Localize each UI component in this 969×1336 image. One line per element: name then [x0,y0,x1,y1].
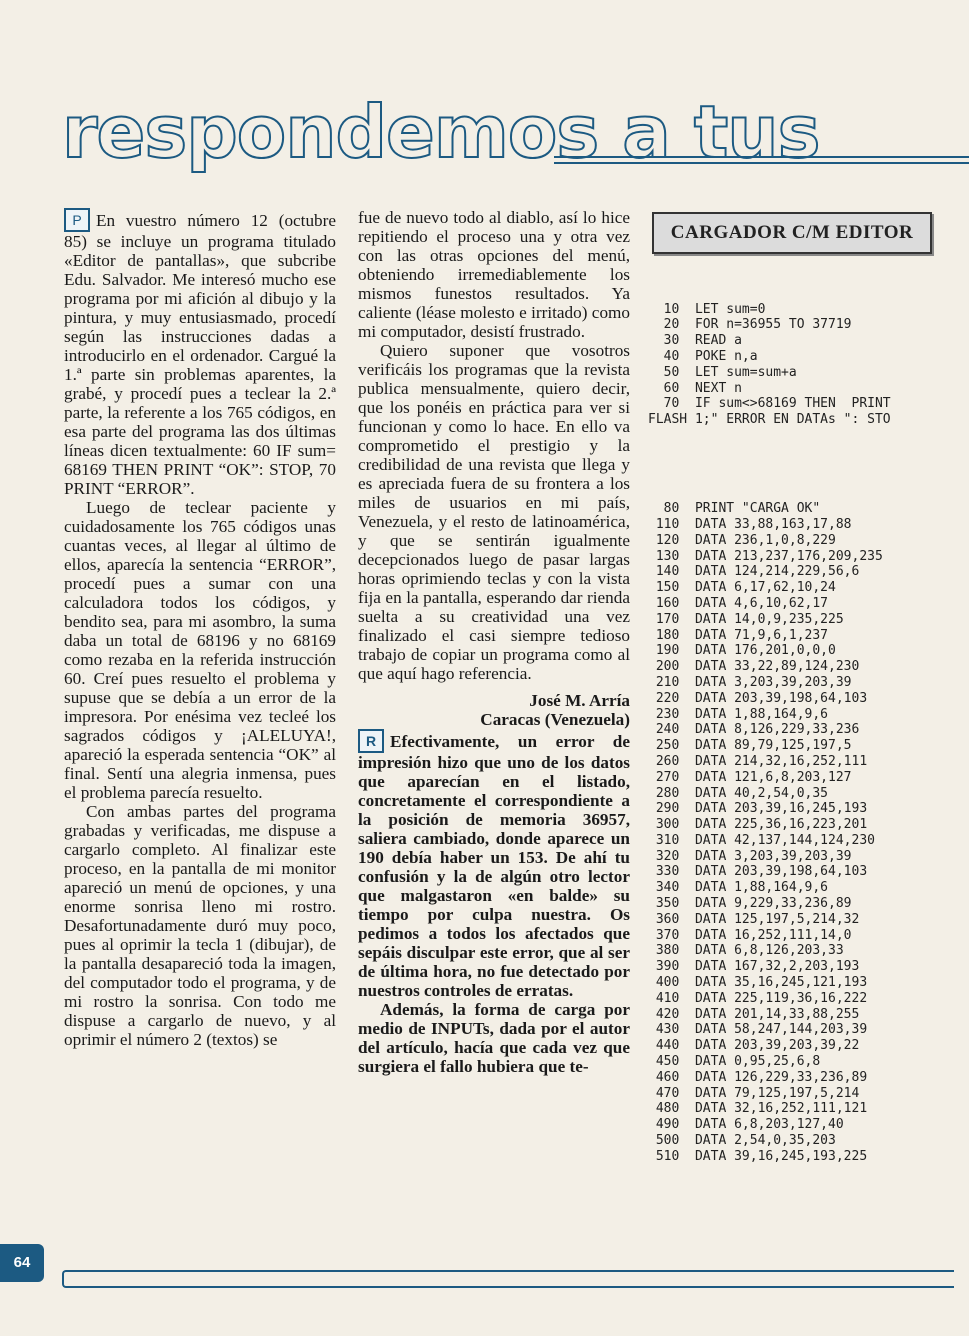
letter-column-1 [64,208,336,1049]
code-line: 260 DATA 214,32,16,252,111 [648,753,868,769]
code-line: 30 READ a [648,333,742,349]
code-line: 200 DATA 33,22,89,124,230 [648,659,860,675]
code-line: 210 DATA 3,203,39,203,39 [648,674,852,690]
letter-author: José M. Arría [529,691,630,710]
code-line: 460 DATA 126,229,33,236,89 [648,1069,868,1085]
code-line: 330 DATA 203,39,198,64,103 [648,864,868,880]
code-line: 250 DATA 89,79,125,197,5 [648,738,852,754]
listing-title: CARGADOR C/M EDITOR [652,212,932,254]
code-line: 320 DATA 3,203,39,203,39 [648,848,852,864]
code-line: 70 IF sum<>68169 THEN PRINT [648,396,891,412]
code-line: 390 DATA 167,32,2,203,193 [648,959,860,975]
listing-code-bottom [648,501,969,1164]
code-line: 10 LET sum=0 [648,301,766,317]
code-line: 290 DATA 203,39,16,245,193 [648,801,868,817]
code-line: 510 DATA 39,16,245,193,225 [648,1148,868,1164]
code-line: 110 DATA 33,88,163,17,88 [648,516,852,532]
code-line: 440 DATA 203,39,203,39,22 [648,1038,860,1054]
letter-column-2 [358,208,630,1076]
letter-paragraph-5: Quiero suponer que vosotros verificáis los programas que la revista publica mensualmente, quiero decir, que los ponéis en práctica para ver si funcionan y como lo hace. En ello va comprometido el prestigio y la credibilidad de una revista que llega y es apreciada fuera de su frontera a los miles de usuarios en mi país, Venezuela, y el resto de latinoamérica, y que se sentirán igualmente decepcionados luego de pasar largas horas oprimiendo teclas y con la vista fija en la pantalla, esperando dar rienda suelta a su creatividad una vez finalizado el casi siempre tedioso trabajo de copiar un programa como al que aquí hago referencia. [358,341,630,683]
code-line: 170 DATA 14,0,9,235,225 [648,611,844,627]
code-line: 370 DATA 16,252,111,14,0 [648,927,852,943]
page-number: 64 [0,1244,44,1282]
listing-code-top [648,302,969,428]
footer-rule [62,1270,954,1288]
code-line: 310 DATA 42,137,144,124,230 [648,832,875,848]
code-line: 340 DATA 1,88,164,9,6 [648,880,829,896]
letter-paragraph-2: Luego de teclear paciente y cuidadosamente los 765 códigos unas cuantas veces, al llegar al último de ellos, aparecía la sentencia “ERROR”, procedí pues a sumar con una calculadora todos los códigos, y bendito sea, para mi asombro, la suma daba un total de 68196 y no 68169 como rezaba en la referida instrucción 60. Creí pues resuelto el problema y supuse que se debía a un error de la impresora. Por enésima vez tecleé los sagrados códigos y ¡ALELUYA!, apareció la esperada sentencia “OK” al final. Sentí una alegria inmensa, pues el problema parecía resuelto. [64,498,336,802]
letter-paragraph-1: P En vuestro número 12 (octubre 85) se incluye un programa titulado «Editor de pantallas», que subcribe Edu. Salvador. Me interesó mucho ese programa por mi afición al dibujo y la pintura, y muy entusiasmado, procedí según las instrucciones dadas a introducirlo en el ordenador. Cargué la 1.ª parte sin problemas aparentes, la grabé, y procedí pues a teclear la 2.ª parte, la referente a los 765 códigos, en esa parte del programa las dos últimas líneas dicen textualmente: 60 IF sum= 68169 THEN PRINT “OK”: STOP, 70 PRINT “ERROR”. [64,208,336,498]
code-line: 40 POKE n,a [648,348,758,364]
listing-code [648,270,969,1196]
code-line: 20 FOR n=36955 TO 37719 [648,317,852,333]
code-line: 380 DATA 6,8,126,203,33 [648,943,844,959]
code-line: 130 DATA 213,237,176,209,235 [648,548,883,564]
code-line: 450 DATA 0,95,25,6,8 [648,1054,821,1070]
code-line: 410 DATA 225,119,36,16,222 [648,990,868,1006]
code-line: 240 DATA 8,126,229,33,236 [648,722,860,738]
code-line: 400 DATA 35,16,245,121,193 [648,975,868,991]
section-title: respondemos a tus [62,90,820,174]
section-header [62,90,962,186]
code-line: 120 DATA 236,1,0,8,229 [648,532,836,548]
code-line: 220 DATA 203,39,198,64,103 [648,690,868,706]
code-line: 490 DATA 6,8,203,127,40 [648,1117,844,1133]
header-rule [554,156,969,164]
code-line: 190 DATA 176,201,0,0,0 [648,643,836,659]
code-line: 360 DATA 125,197,5,214,32 [648,911,860,927]
code-line: 430 DATA 58,247,144,203,39 [648,1022,868,1038]
code-line: 280 DATA 40,2,54,0,35 [648,785,829,801]
code-line: 350 DATA 9,229,33,236,89 [648,896,852,912]
reply-paragraph-2: Además, la forma de carga por medio de INPUTs, dada por el autor del artículo, hacía que cada vez que surgiera el fallo hubiera que te- [358,1000,630,1076]
reply-paragraph-1: R Efectivamente, un error de impresión hizo que uno de los datos que aparecían en el listado, concretamente el correspondiente a la posición de memoria 36957, saliera cambiado, donde aparece un 190 debía haber un 153. De ahí tu confusión y la de algún otro lector que malgastaron «en balde» su tiempo por culpa nuestra. Os pedimos a todos los afectados que sepáis disculpar este error, que al ser de última hora, no fue detectado por nuestros controles de erratas. [358,729,630,1000]
code-line: 300 DATA 225,36,16,223,201 [648,817,868,833]
code-line: FLASH 1;" ERROR EN DATAs ": STO [648,412,891,428]
program-listing [648,212,969,1252]
code-line: 180 DATA 71,9,6,1,237 [648,627,829,643]
code-line: 480 DATA 32,16,252,111,121 [648,1101,868,1117]
reply-badge: R [358,729,384,753]
letter-location: Caracas (Venezuela) [480,710,630,729]
code-line: 150 DATA 6,17,62,10,24 [648,580,836,596]
code-line: 470 DATA 79,125,197,5,214 [648,1085,860,1101]
code-line: 140 DATA 124,214,229,56,6 [648,564,860,580]
code-line: 270 DATA 121,6,8,203,127 [648,769,852,785]
code-line: 160 DATA 4,6,10,62,17 [648,595,829,611]
code-line: 500 DATA 2,54,0,35,203 [648,1133,836,1149]
code-line: 230 DATA 1,88,164,9,6 [648,706,829,722]
code-line: 50 LET sum=sum+a [648,364,797,380]
code-line: 60 NEXT n [648,380,742,396]
code-line: 80 PRINT "CARGA OK" [648,501,821,517]
letter-paragraph-3: Con ambas partes del programa grabadas y verificadas, me dispuse a cargarlo completo. Al finalizar este proceso, en la pantalla de mi monitor apareció un menú de opciones, y una enorme sonrisa lleno mi rostro. Desafortunadamente duró muy poco, pues al oprimir la tecla 1 (dibujar), de la pantalla desapareció toda la imagen, del computador todo el programa, y de mi rostro la sonrisa. Con todo me dispuse a cargarlo de nuevo, y al oprimir el número 2 (textos) se [64,802,336,1049]
letter-badge: P [64,208,90,232]
code-line: 420 DATA 201,14,33,88,255 [648,1006,860,1022]
letter-paragraph-4: fue de nuevo todo al diablo, así lo hice repitiendo el proceso una y otra vez con las otras opciones del menú, obteniendo irremediablemente los mismos funestos resultados. Ya caliente (léase molesto e irritado) como mi computador, desistí frustrado. [358,208,630,341]
